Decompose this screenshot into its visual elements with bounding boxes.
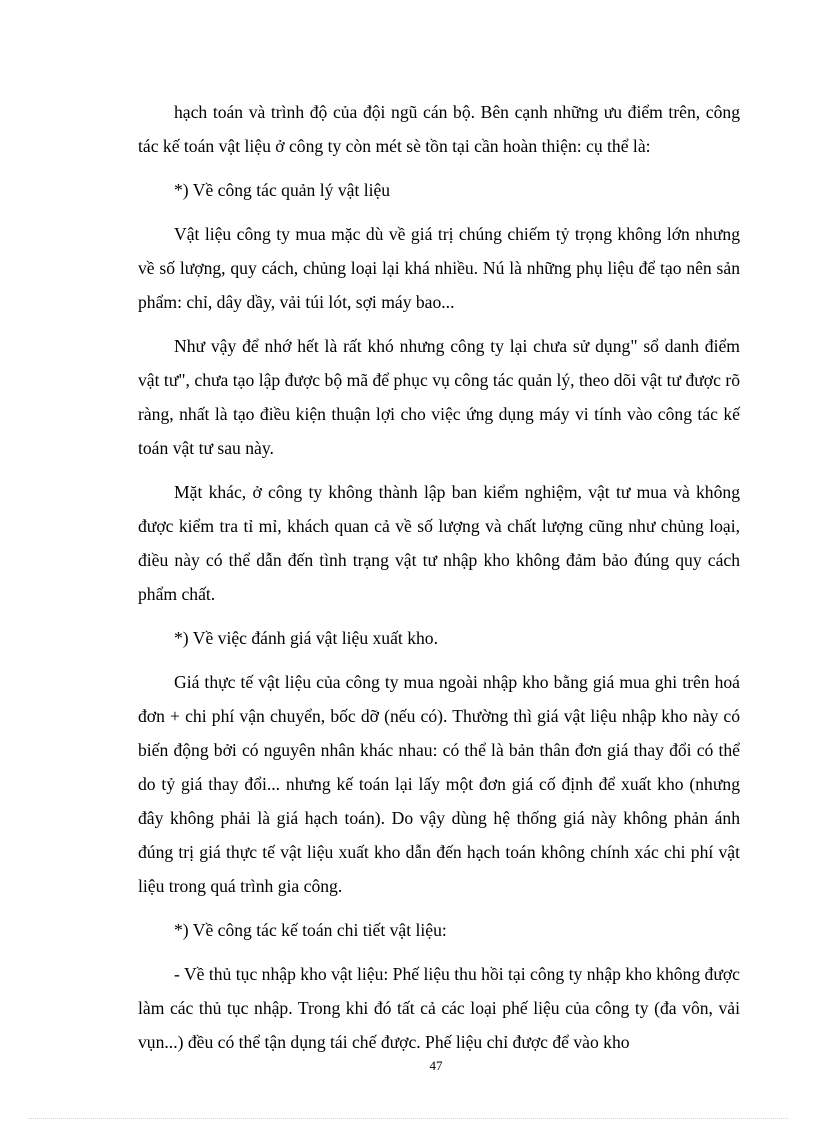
paragraph: Vật liệu công ty mua mặc dù về giá trị chúng chiếm tỷ trọng không lớn nhưng về số lượng, quy cách, chủng loại lại khá nhiều. Nú là những phụ liệu để tạo nên sản phẩm: chỉ, dây dầy, vải túi lót, sợi máy bao... <box>138 224 740 312</box>
paragraph: Mặt khác, ở công ty không thành lập ban kiểm nghiệm, vật tư mua và không được kiểm tra tỉ mỉ, khách quan cả về số lượng và chất lượng cũng như chủng loại, điều này có thể dẫn đến tình trạng vật tư nhập kho không đảm bảo đúng quy cách phẩm chất. <box>138 482 740 604</box>
page-body <box>138 95 740 1069</box>
section-heading: *) Về việc đánh giá vật liệu xuất kho. <box>174 628 438 648</box>
paragraph: hạch toán và trình độ của đội ngũ cán bộ. Bên cạnh những ưu điểm trên, công tác kế toán vật liệu ở công ty còn mét sè tồn tại cần hoàn thiện: cụ thể là: <box>138 102 740 156</box>
page-bottom-divider <box>28 1118 788 1119</box>
paragraph: - Về thủ tục nhập kho vật liệu: Phế liệu thu hồi tại công ty nhập kho không được làm các thủ tục nhập. Trong khi đó tất cả các loại phế liệu của công ty (đa vôn, vải vụn...) đều có thể tận dụng tái chế được. Phế liệu chỉ được để vào kho <box>138 964 740 1052</box>
paragraph: Giá thực tế vật liệu của công ty mua ngoài nhập kho bằng giá mua ghi trên hoá đơn + chi phí vận chuyển, bốc dỡ (nếu có). Thường thì giá vật liệu nhập kho này có biến động bởi có nguyên nhân khác nhau: có thể là bản thân đơn giá thay đổi có thể do tỷ giá thay đổi... nhưng kế toán lại lấy một đơn giá cố định để xuất kho (nhưng đây không phải là giá hạch toán). Do vậy dùng hệ thống giá này không phản ánh đúng trị giá thực tế vật liệu xuất kho dẫn đến hạch toán không chính xác chi phí vật liệu trong quá trình gia công. <box>138 672 740 896</box>
section-heading: *) Về công tác kế toán chi tiết vật liệu: <box>174 920 447 940</box>
paragraph: Như vậy để nhớ hết là rất khó nhưng công ty lại chưa sử dụng" sổ danh điểm vật tư", chưa tạo lập được bộ mã để phục vụ công tác quản lý, theo dõi vật tư được rõ ràng, nhất là tạo điều kiện thuận lợi cho việc ứng dụng máy vi tính vào công tác kế toán vật tư sau này. <box>138 336 740 458</box>
page-number: 47 <box>429 1058 443 1073</box>
section-heading: *) Về công tác quản lý vật liệu <box>174 180 391 200</box>
